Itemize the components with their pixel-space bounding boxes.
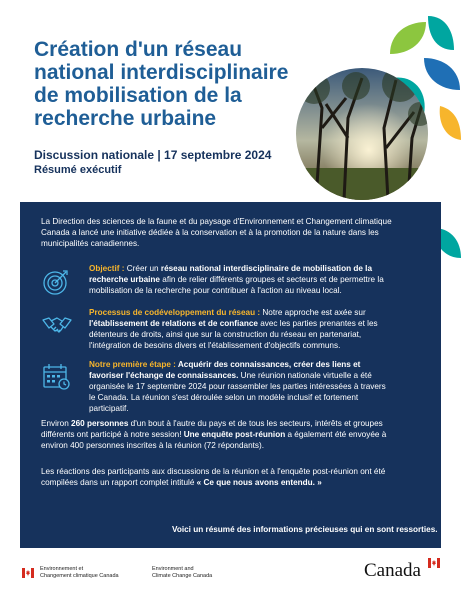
participation-paragraph: Environ 260 personnes d'un bout à l'autre du pays et de tous les secteurs, intérêts et groupes différents ont participé à notre session! Une enquête post-réunion a également été envoyée à environ 400 personnes inscrites à la réunion (72 répondants). bbox=[41, 419, 387, 450]
report-paragraph: Les réactions des participants aux discussions de la réunion et à l'enquête post-réunion ont été compilées dans un rapport complet intitulé « Ce que nous avons entendu. » bbox=[41, 467, 386, 487]
page-title: Création d'un réseau national interdisciplinaire de mobilisation de la recherche urbaine bbox=[34, 38, 289, 130]
event-subtitle: Discussion nationale | 17 septembre 2024 bbox=[34, 148, 272, 162]
handshake-icon bbox=[42, 312, 68, 338]
canada-wordmark: Canada bbox=[364, 560, 421, 581]
codevelopment-item: Processus de codéveloppement du réseau : Notre approche est axée sur l'établissement de relations et de confiance avec les parties prenantes et les détenteurs de droits, ainsi que sur la construction du réseau en partenariat, l'intégration de besoins divers et l'établissement d'objectifs communs. bbox=[89, 308, 378, 350]
canada-flag-icon bbox=[22, 568, 34, 578]
first-step-label: Notre première étape : bbox=[89, 360, 176, 369]
department-name-en: Environment and Climate Change Canada bbox=[152, 566, 213, 579]
forest-photo bbox=[296, 68, 428, 200]
calendar-icon bbox=[42, 362, 68, 388]
codevelopment-label: Processus de codéveloppement du réseau : bbox=[89, 308, 261, 317]
target-icon bbox=[42, 268, 68, 294]
first-step-item: Notre première étape : Acquérir des connaissances, créer des liens et favoriser l'échange de connaissances. Une réunion nationale virtuelle a été organisée le 17 septembre 2024 pour rassembler les parties intéressées à travers le Canada. La réunion s'est déroulée selon un modèle inclusif et fortement participatif. bbox=[89, 360, 386, 413]
department-name-fr: Environnement et Changement climatique Canada bbox=[40, 566, 119, 579]
wordmark-flag-icon bbox=[428, 558, 440, 568]
objective-item: Objectif : Créer un réseau national interdisciplinaire de mobilisation de la recherche urbaine afin de relier différents groupes et secteurs et de permettre la mobilisation de la recherche pour contribuer à l'action au niveau local. bbox=[89, 264, 384, 295]
summary-subtitle: Résumé exécutif bbox=[34, 164, 122, 176]
objective-label: Objectif : bbox=[89, 264, 125, 273]
closing-line: Voici un résumé des informations précieuses qui en sont ressorties. bbox=[172, 525, 438, 534]
intro-paragraph: La Direction des sciences de la faune et du paysage d'Environnement et Changement climatique Canada a lancé une initiative dédiée à la conservation et à la promotion de la nature dans les municipalités canadiennes. bbox=[41, 217, 392, 248]
